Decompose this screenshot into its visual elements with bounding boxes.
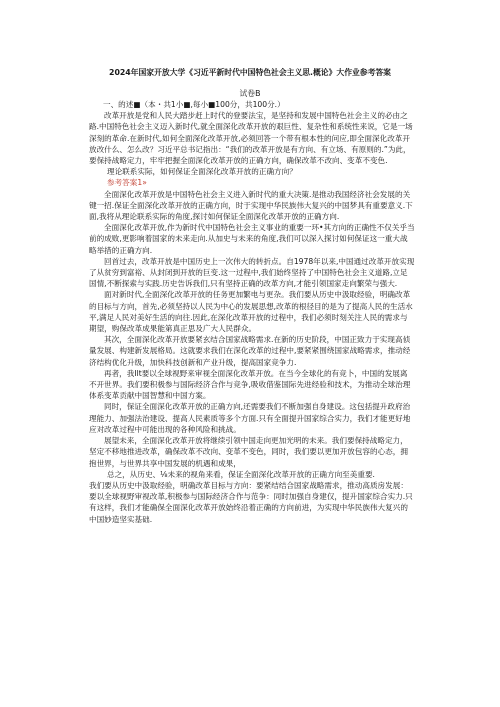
document-title: 2024年国家开放大学《习近平新时代中国特色社会主义思.概论》大作业参考答案 <box>109 68 391 77</box>
answer-paragraph: 展望未来，全面深化改革开放将继续引领中国走向更加光明的未来。我们要保持战略定力，坚定不移地推进改革，确保改革不改向、变革不变色，同时，我们要以更加开放包容的心态，拥抱世界，与世界共享中国发展的机遇和成果， <box>89 436 408 468</box>
answer-paragraph: 全面深化改革开放,作为新时代中国特色社会主义事业的重要一环•其方向的正确性不仅关乎当前的成败,更影响着国家的未来走向.从加史与未来的角度,我们可以深入探讨如何保证这一重大战略举措的正确方向. <box>89 223 415 255</box>
answer-paragraph: 我们要从历史中汲取经验，明确改革目标与方向：要紧结结合国家战略需求，推动高质房发展：要以全球视野审视改革,积极参与国际经济合作与范争：同时加强自身建仅，提升国家综合实力.只有这样，我们才能确保全面深化改革开放始终沿着正确的方向前进，为实现中华民族伟大复兴的中国妙造坚实基础. <box>89 480 413 524</box>
answer-paragraph: 再者，我Ilt要以全球视野来审视全面深化改革开放。在当今全球化的有竞卜，中国的发展离不开世界。我们要积极参与国际经济合作与竞争,吸收借鉴国际先进经验和技术，为推动全球治理体系变革贡献中国智慧和中国方案。 <box>89 368 411 401</box>
document-body <box>89 99 415 525</box>
question-text: 理论联系实际，如何保证全面深化改革开放的正确方向？ <box>107 167 297 177</box>
answer-paragraph: 同时，保证全面深化改革开放的正确方向,还需要我们不断加强自身建设。这包括提升政府治理能力、加强法治建设、提高人民素质等多个方面.只有全面提升国家综合实力，我们才能更好地应对改革过程中可能出现的各种风险和挑战。 <box>89 402 411 434</box>
answer-paragraph: 其次，全面深化改革开放要紧玄结合国家战略需求.在新的历史阶段，中国正致力于实现高侦量发展、构建新发展格局。这就要求我们在深化改革的过程中,要紧紧围绕国家战略需求，推动经济结构优化升级，加快科技创新和产业升级，提高国家竞争力. <box>89 335 411 367</box>
answer-paragraph: 总之，从历史、⅛未来的视角来看，保证全面深化改革开放的正确方向至美重要. <box>107 469 375 479</box>
answer-paragraph: 面对新时代,全面深化改革开放的任务更加繁电与更杂。我们要从历史中汲取经验，明确改革的目标与方向，首先,必须坚持以人民为中心的发展思想,改革的根径目的是为了提高人民的生活水平,满足人民对美好生活的向往.因此,在深化改革开放的过程中，我们必须时刻关注人民的需求与期望，购保改革成果能第真正思及广大人民群众。 <box>89 290 413 334</box>
prompt-paragraph: 改革开放是党和人民大踏步赶上时代的登要法宝，是坚持和发展中国特色社会主义的必由之路.中国特色社会主义迈入新时代,就全面深化改革开放的艰巨性、复杂性和系统性来说，它是一场深刻的革命.在新时代,如何全面深化改革开放,必须回答一个带有根本性的问应,即全面深化改革开放改什么、怎么改？习近平总书记指出：“我们的改革开放是有方向、有立场、有原则的.”为此，要保持战略定力，牢牢把握全面深化改革开放的正确方向，确保改革不改向、变革不变色. <box>89 111 413 166</box>
answer-label: 参考答案1» <box>107 178 147 188</box>
exam-paper-label: 试卷B <box>239 89 261 98</box>
answer-paragraph: 回首过去，改革开放是中国历史上一次伟大的转折点。自1978年以来,中国通过改革开放实现了从贫穷到富裕、从封闭到开放的巨变.这一过程中,我们始终坚持了中国特色社会主义道路,立足国情,不断探索与实践.历史告诉我们,只有坚持正确的改革方向,才能引领国家走向繁荣与强大. <box>89 256 415 289</box>
section-heading: 一、的述■（本・共1小■,每小■100分，共100分.） <box>103 100 285 109</box>
answer-paragraph: 全面深化改革开放是中国特色社会主义进入新时代的重大决策.是推动我国经济社会发展的关键一招.保证全面深化改革开放的正确方向，时于实现中华民族伟大复兴的中国梦具有重要意义.下面,我将从理论联系实际的角度,探讨如何保证全面深化改革开放的正确方向. <box>89 189 413 222</box>
